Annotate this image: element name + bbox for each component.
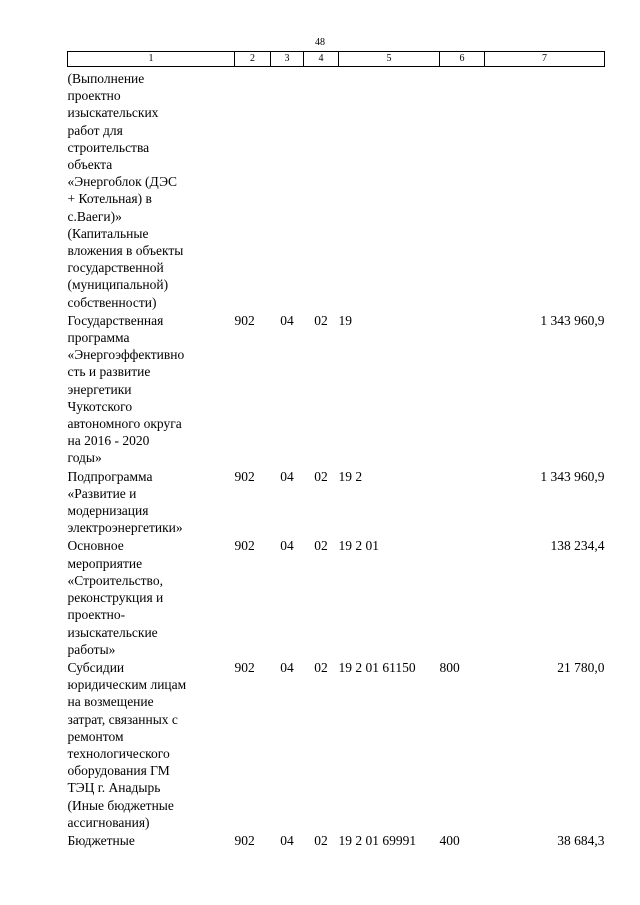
row-name-line: + Котельная) в [67,191,152,207]
table-row [68,467,605,537]
row-name-line: проектно- [67,607,126,623]
grbs-code: 902 [234,832,255,848]
table-row [68,658,605,831]
subsection-code [304,67,339,311]
header-cell-1: 1 [68,52,235,67]
subsection-code: 02 [314,538,328,554]
row-name-line: оборудования ГМ [67,763,170,779]
expense-type-code: 800 [439,659,460,675]
amount: 21 780,0 [557,659,605,675]
row-name-line: вложения в объекты [67,243,184,259]
row-name [68,658,235,831]
target-article-code: 19 2 01 69991 [338,832,417,848]
section-code: 04 [280,468,294,484]
target-article-code: 19 2 [338,468,363,484]
expense-type-code [440,536,485,657]
header-cell-2: 2 [235,52,271,67]
row-name-line: мероприятие [67,555,143,571]
target-article-code: 19 [338,312,352,328]
row-name-line: «Энергоэффективно [67,347,185,363]
row-name-line: (муниципальной) [67,277,169,293]
row-name-line: «Энергоблок (ДЭС [67,174,177,190]
header-cell-7: 7 [485,52,605,67]
row-name-line: электроэнергетики» [67,520,183,536]
row-name [68,536,235,657]
header-cell-3: 3 [271,52,304,67]
expense-type-code: 400 [439,832,460,848]
row-name-line: ТЭЦ г. Анадырь [67,780,161,796]
header-cell-4: 4 [304,52,339,67]
expense-type-code [440,67,485,311]
row-name-line: ассигнования) [67,814,150,830]
row-name-line: технологического [67,745,170,761]
grbs-code [235,67,271,311]
row-name-line: Субсидии [67,659,125,675]
row-name-line: Подпрограмма [67,468,153,484]
row-name-line: Чукотского [67,398,133,414]
subsection-code: 02 [314,468,328,484]
row-name-line: изыскательских [67,105,159,121]
expense-type-code [440,311,485,467]
subsection-code: 02 [314,312,328,328]
row-name-line: Бюджетные [67,832,135,848]
row-name-line: строительства [67,139,150,155]
row-name-line: собственности) [67,294,157,310]
table-row [68,536,605,657]
row-name-line: годы» [67,450,102,466]
amount: 38 684,3 [557,832,605,848]
row-name [68,467,235,537]
table-row [68,831,605,849]
table-body [68,67,605,850]
page-number: 48 [315,37,325,48]
row-name-line: (Выполнение [67,71,145,86]
row-name-line: изыскательские [67,624,158,640]
row-name-line: юридическим лицам [67,677,187,693]
row-name-line: (Капитальные [67,225,149,241]
section-code: 04 [280,832,294,848]
row-name-line: затрат, связанных с [67,711,178,727]
row-name [68,311,235,467]
budget-table [67,51,605,849]
section-code [271,67,304,311]
target-article-code: 19 2 01 [338,538,379,554]
row-name [68,67,235,311]
expense-type-code [440,467,485,537]
grbs-code: 902 [234,312,255,328]
row-name-line: «Строительство, [67,572,163,588]
section-code: 04 [280,538,294,554]
subsection-code: 02 [314,832,328,848]
table-row [68,311,605,467]
header-cell-6: 6 [440,52,485,67]
row-name-line: сть и развитие [67,364,151,380]
row-name-line: автономного округа [67,416,182,432]
row-name-line: ремонтом [67,728,124,744]
row-name-line: с.Ваеги)» [67,208,122,224]
row-name-line: программа [67,330,130,346]
row-name-line: Основное [67,538,124,554]
row-name-line: государственной [67,260,164,276]
row-name-line: работ для [67,122,123,138]
amount: 1 343 960,9 [540,468,605,484]
row-name-line: энергетики [67,381,132,397]
target-article-code [339,67,440,311]
row-name-line: объекта [67,157,113,173]
section-code: 04 [280,312,294,328]
row-name-line: (Иные бюджетные [67,797,174,813]
row-name-line: модернизация [67,503,149,519]
row-name-line: «Развитие и [67,485,137,501]
row-name-line: на 2016 - 2020 [67,433,150,449]
grbs-code: 902 [234,468,255,484]
grbs-code: 902 [234,659,255,675]
subsection-code: 02 [314,659,328,675]
amount: 138 234,4 [550,538,605,554]
target-article-code: 19 2 01 61150 [338,659,416,675]
row-name-line: Государственная [67,312,164,328]
row-name [68,831,235,849]
amount [485,67,605,311]
row-name-line: на возмещение [67,694,154,710]
row-name-line: проектно [67,88,121,104]
section-code: 04 [280,659,294,675]
header-row [68,52,605,67]
header-cell-5: 5 [339,52,440,67]
table-row [68,67,605,311]
grbs-code: 902 [234,538,255,554]
row-name-line: реконструкция и [67,590,164,606]
amount: 1 343 960,9 [540,312,605,328]
row-name-line: работы» [67,641,116,657]
